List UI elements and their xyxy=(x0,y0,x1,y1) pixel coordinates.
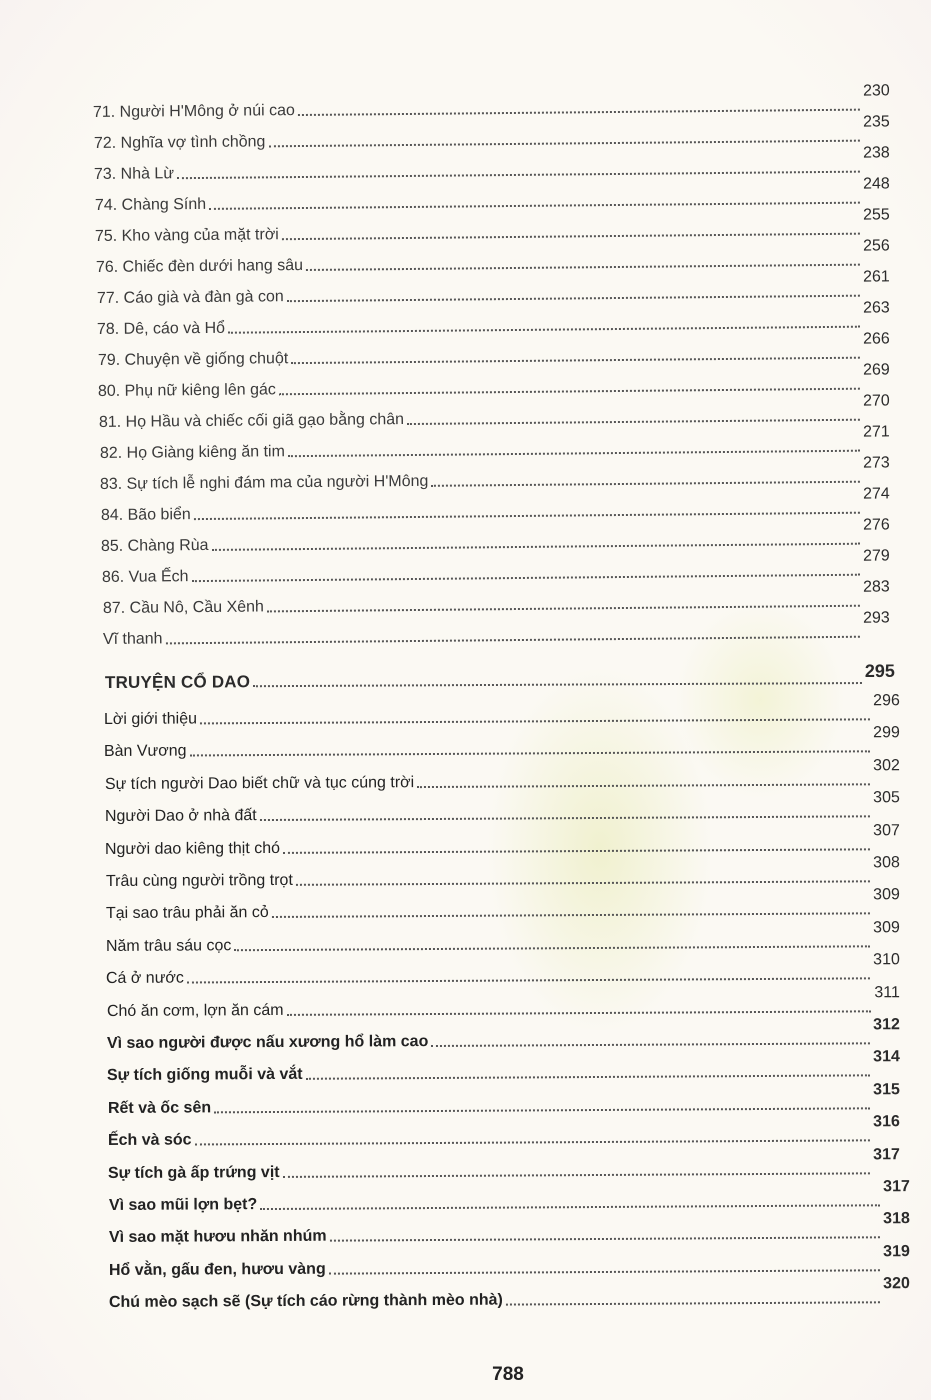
toc-entry-title: 76. Chiếc đèn dưới hang sâu xyxy=(95,257,304,277)
dot-leader xyxy=(260,815,871,821)
toc-entry-title: 87. Cầu Nô, Cầu Xênh xyxy=(102,598,264,618)
toc-entry xyxy=(105,824,900,859)
toc-entry-page: 295 xyxy=(864,660,895,682)
toc-entry xyxy=(109,1212,910,1247)
dot-leader xyxy=(288,450,860,457)
toc-entry-page: 318 xyxy=(883,1210,910,1228)
toc-entry-title: 80. Phụ nữ kiêng lên gác xyxy=(97,381,276,401)
toc-entry-title: 82. Họ Giàng kiêng ăn tim xyxy=(99,443,285,463)
toc-entry-title: Rết và ốc sên xyxy=(107,1099,212,1117)
toc-entry-title: 75. Kho vàng của mặt trời xyxy=(94,226,279,246)
toc-entry-title: Năm trâu sáu cọc xyxy=(105,937,232,955)
dot-leader xyxy=(431,481,860,487)
toc-entry-title: Chó ăn cơm, lợn ăn cám xyxy=(106,1001,284,1020)
dot-leader xyxy=(267,605,860,613)
toc-entry-title: Sự tích giống muỗi và vắt xyxy=(106,1065,303,1084)
toc-entry-page: 248 xyxy=(862,175,890,193)
dot-leader xyxy=(260,1204,880,1210)
toc-entry-page: 269 xyxy=(862,361,890,379)
dot-leader xyxy=(282,233,860,241)
toc-entry-title: Ếch và sóc xyxy=(107,1131,192,1149)
toc-entry-page: 271 xyxy=(862,423,890,441)
toc-entry xyxy=(106,888,900,923)
toc-entry-page: 299 xyxy=(873,724,900,742)
toc-entry xyxy=(107,986,900,1021)
toc-entry-page: 266 xyxy=(862,330,890,348)
toc-entry xyxy=(105,759,900,794)
toc-entry xyxy=(104,694,900,729)
toc-entry-page: 307 xyxy=(873,822,900,840)
dot-leader xyxy=(506,1301,880,1305)
section-heading xyxy=(105,658,895,692)
toc-entry-page: 314 xyxy=(873,1048,900,1066)
dot-leader xyxy=(306,1074,871,1079)
dot-leader xyxy=(306,264,860,271)
dot-leader xyxy=(296,880,870,886)
toc-entry-page: 302 xyxy=(873,757,900,775)
toc-entry-title: 77. Cáo già và đàn gà con xyxy=(96,288,284,308)
toc-entry-page: 315 xyxy=(873,1081,900,1099)
toc-entry-title: 83. Sự tích lễ nghi đám ma của người H'Mông xyxy=(99,472,429,494)
toc-entry-page: 276 xyxy=(862,516,890,534)
toc-entry xyxy=(106,953,900,988)
toc-entry-page: 238 xyxy=(862,144,890,162)
dot-leader xyxy=(214,1107,870,1113)
toc-entry-page: 316 xyxy=(873,1113,900,1131)
toc-entry-title: TRUYỆN CỔ DAO xyxy=(104,672,251,692)
dot-leader xyxy=(187,977,870,983)
dot-leader xyxy=(283,848,870,854)
toc-entry-title: 78. Dê, cáo và Hổ xyxy=(96,319,226,339)
toc-entry xyxy=(108,1148,900,1183)
dot-leader xyxy=(330,1236,881,1241)
toc-entry xyxy=(108,1083,900,1118)
toc-entry xyxy=(109,1180,910,1215)
dot-leader xyxy=(287,1010,872,1016)
toc-entry-page: 261 xyxy=(862,268,890,286)
toc-entry-title: 71. Người H'Mông ở núi cao xyxy=(92,102,295,122)
toc-entry-page: 317 xyxy=(883,1178,910,1196)
dot-leader xyxy=(329,1269,881,1274)
toc-entry-title: Chú mèo sạch sẽ (Sự tích cáo rừng thành mèo nhà) xyxy=(108,1291,503,1311)
toc-entry-title: 84. Bão biển xyxy=(100,506,191,525)
toc-entry xyxy=(109,1277,910,1312)
toc-entry-title: Người Dao ở nhà đất xyxy=(104,807,257,825)
toc-entry-page: 309 xyxy=(873,919,900,937)
toc-entry xyxy=(107,1018,900,1053)
toc-entry-page: 263 xyxy=(862,299,890,317)
toc-entry-title: Cá ở nước xyxy=(105,969,184,987)
dot-leader xyxy=(268,140,860,148)
toc-entry-title: Hổ vằn, gấu đen, hươu vàng xyxy=(108,1260,326,1279)
toc-entry-page: 293 xyxy=(862,609,890,627)
toc-entry-title: Vì sao mũi lợn bẹt? xyxy=(108,1196,258,1214)
toc-entry-page: 256 xyxy=(862,237,890,255)
toc-entry-title: Sự tích gà ấp trứng vịt xyxy=(107,1163,280,1182)
dot-leader xyxy=(283,1172,871,1178)
dot-leader xyxy=(431,1042,870,1047)
dot-leader xyxy=(291,357,860,364)
toc-entry xyxy=(109,1245,910,1280)
page-number-footer: 788 xyxy=(492,1364,524,1385)
toc-entry-page: 317 xyxy=(873,1146,900,1164)
dot-leader xyxy=(228,326,860,334)
toc-entry-page: 309 xyxy=(873,886,900,904)
toc-entry-title: 72. Nghĩa vợ tình chồng xyxy=(93,133,266,153)
dot-leader xyxy=(200,718,870,724)
toc-entry-title: Sự tích người Dao biết chữ và tục cúng trời xyxy=(104,774,415,793)
dot-leader xyxy=(279,388,860,396)
dot-leader xyxy=(298,109,860,116)
toc-entry-page: 283 xyxy=(862,578,890,596)
toc-entry xyxy=(104,726,900,761)
toc-entry-title: 81. Họ Hầu và chiếc cối giã gạo bằng chân xyxy=(98,411,405,432)
toc-entry xyxy=(108,1115,900,1150)
toc-entry-title: Vì sao mặt hươu nhăn nhúm xyxy=(108,1227,327,1246)
dot-leader xyxy=(272,912,871,918)
toc-entry-title: 79. Chuyện về giống chuột xyxy=(97,350,289,370)
dot-leader xyxy=(417,783,870,788)
toc-entry-page: 274 xyxy=(862,485,890,503)
toc-entry-title: Tại sao trâu phải ăn cỏ xyxy=(105,904,269,922)
toc-entry xyxy=(105,791,900,826)
toc-entry-title: 73. Nhà Lừ xyxy=(93,165,175,184)
toc-entry-title: Bàn Vương xyxy=(103,742,187,760)
dot-leader xyxy=(234,945,870,951)
dot-leader xyxy=(195,1139,871,1145)
toc-entry-page: 270 xyxy=(862,392,890,410)
toc-entry-page: 296 xyxy=(873,692,900,710)
toc-entry-title: Lời giới thiệu xyxy=(103,710,198,728)
toc-entry-title: Trâu cùng người trồng trọt xyxy=(105,871,293,890)
toc-entry-title: 86. Vua Ếch xyxy=(101,568,189,587)
dot-leader xyxy=(166,636,861,645)
toc-entry-page: 255 xyxy=(862,206,890,224)
toc-entry-page: 311 xyxy=(874,984,900,1002)
toc-entry-page: 320 xyxy=(883,1275,910,1293)
toc-entry-page: 230 xyxy=(862,82,890,100)
toc-entry xyxy=(103,611,890,649)
toc-entry-page: 312 xyxy=(873,1016,900,1034)
toc-entry-page: 308 xyxy=(873,854,900,872)
toc-entry xyxy=(106,856,900,891)
toc-entry xyxy=(106,921,900,956)
toc-entry xyxy=(107,1050,900,1085)
toc-entry-page: 235 xyxy=(862,113,890,131)
dot-leader xyxy=(287,295,860,303)
toc-entry-page: 319 xyxy=(883,1243,910,1261)
toc-entry-title: Người dao kiêng thịt chó xyxy=(104,839,281,858)
dot-leader xyxy=(407,419,860,425)
dot-leader xyxy=(190,750,871,756)
toc-entry-page: 279 xyxy=(862,547,890,565)
toc-entry-title: Vì sao người được nấu xương hổ làm cao xyxy=(106,1033,429,1052)
toc-entry-page: 310 xyxy=(873,951,900,969)
toc-entry-title: Vĩ thanh xyxy=(102,630,163,649)
toc-entry-title: 85. Chàng Rùa xyxy=(100,536,209,556)
toc-entry-title: 74. Chàng Sính xyxy=(94,195,207,215)
dot-leader xyxy=(253,682,862,687)
toc-entry-page: 305 xyxy=(873,789,900,807)
toc-entry-page: 273 xyxy=(862,454,890,472)
